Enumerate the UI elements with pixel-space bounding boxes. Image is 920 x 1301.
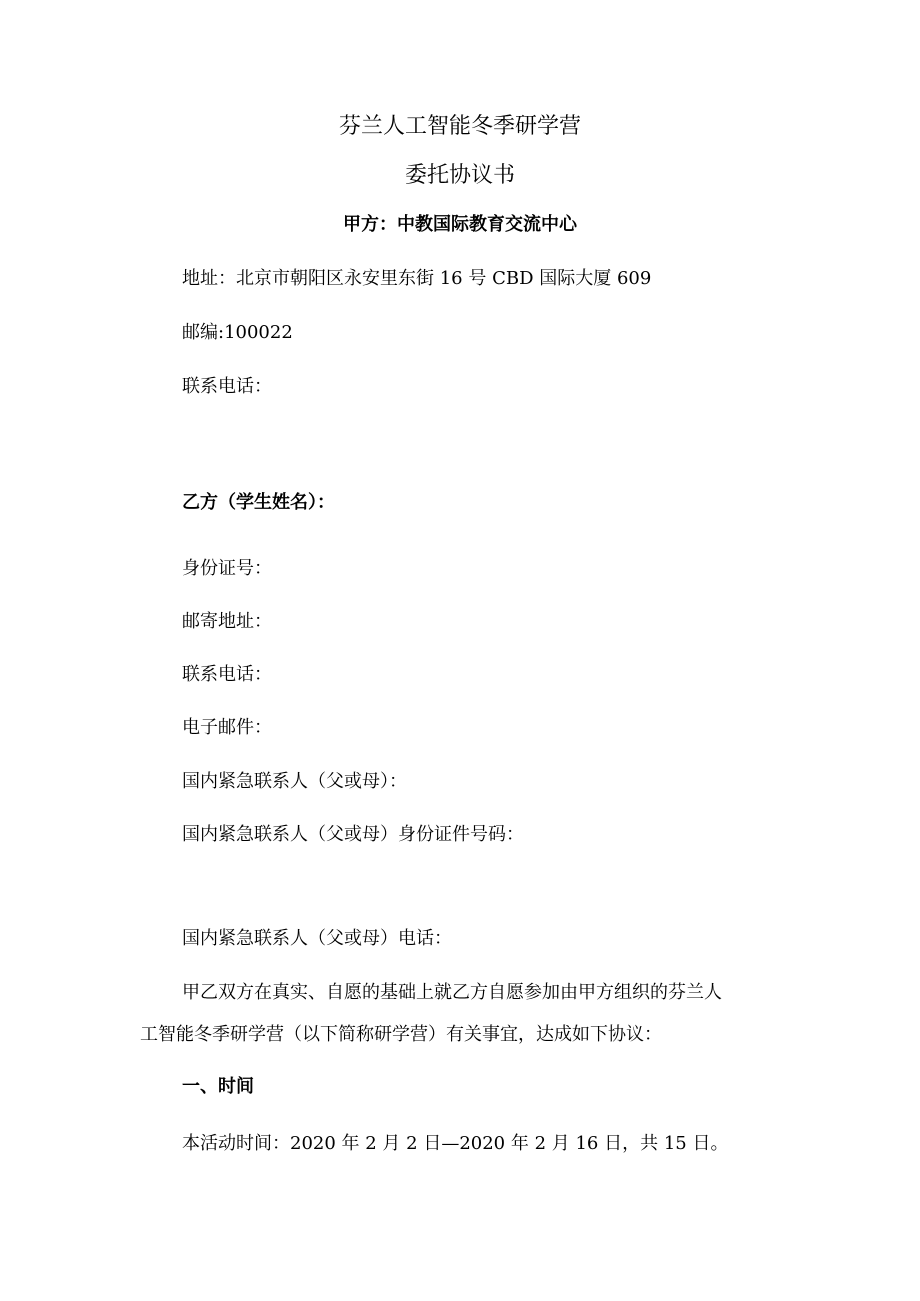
party-b-heading: 乙方（学生姓名）： [182,492,335,513]
document-subtitle: 委托协议书 [404,163,515,188]
party-b-phone-label: 联系电话： [182,664,272,685]
party-b-mail-address-label: 邮寄地址： [182,611,272,632]
party-a-heading: 甲方：中教国际教育交流中心 [343,214,577,235]
party-b-emergency-contact-id-label: 国内紧急联系人（父或母）身份证件号码： [182,824,524,845]
document-title: 芬兰人工智能冬季研学营 [338,114,581,139]
intro-paragraph-line-2: 工智能冬季研学营（以下简称研学营）有关事宜，达成如下协议： [140,1024,662,1045]
party-a-address-label: 地址： [182,268,236,289]
party-b-emergency-contact-phone-label: 国内紧急联系人（父或母）电话： [182,928,452,949]
party-a-postcode [182,324,293,342]
party-a-postcode-value: 100022 [224,322,293,343]
party-b-emergency-contact-label: 国内紧急联系人（父或母）： [182,771,407,792]
party-a-address [182,270,651,288]
section-1-heading: 一、时间 [182,1076,254,1097]
intro-paragraph-line-1: 甲乙双方在真实、自愿的基础上就乙方自愿参加由甲方组织的芬兰人 [182,982,722,1003]
party-a-postcode-label: 邮编: [182,322,225,343]
party-b-id-label: 身份证号： [182,558,272,579]
party-a-address-value: 北京市朝阳区永安里东街 16 号 CBD 国际大厦 609 [236,268,652,289]
section-1-text: 本活动时间：2020 年 2 月 2 日—2020 年 2 月 16 日，共 15 日。 [182,1133,729,1154]
party-a-phone-label: 联系电话： [182,376,272,397]
party-b-email-label: 电子邮件： [182,717,272,738]
